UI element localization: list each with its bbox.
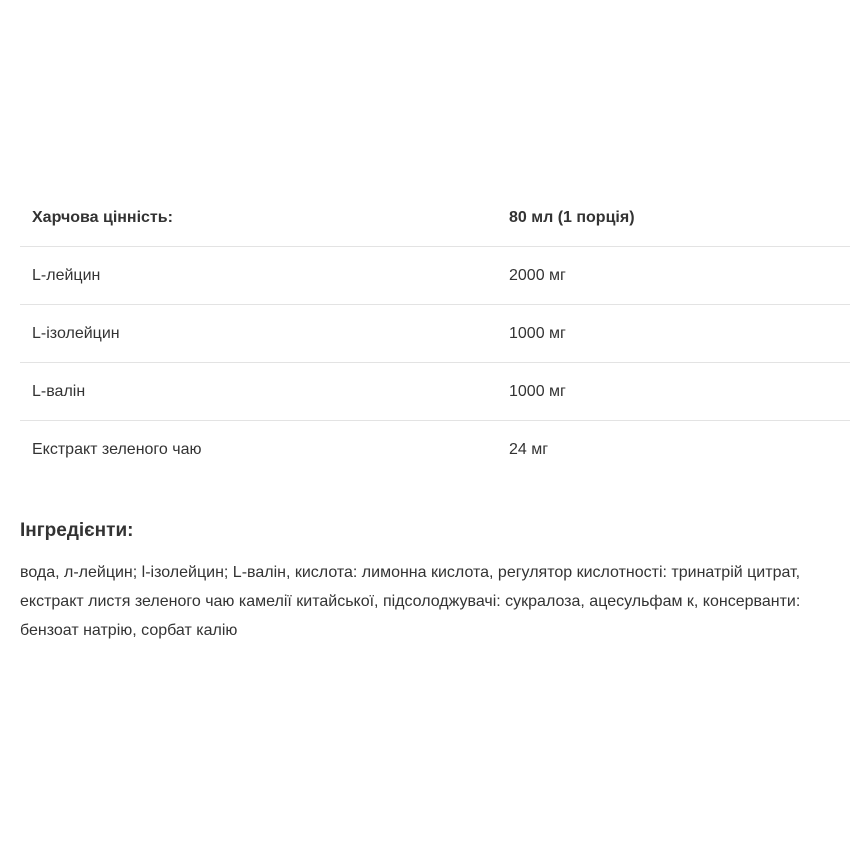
nutrient-amount: 24 мг [509, 440, 549, 458]
nutrition-header-value: 80 мл (1 порція) [497, 190, 850, 247]
table-row [20, 421, 850, 479]
nutrition-header-name: Харчова цінність: [20, 190, 497, 247]
product-description [20, 190, 850, 645]
nutrition-table-header-row [20, 190, 850, 247]
table-row [20, 247, 850, 305]
nutrient-amount: 1000 мг [497, 363, 850, 421]
table-row [20, 363, 850, 421]
nutrient-name: Екстракт зеленого чаю [32, 440, 202, 458]
nutrition-table [20, 190, 850, 478]
ingredients-text: вода, л-лейцин; l-ізолейцин; L-валін, кислота: лимонна кислота, регулятор кислотності: тринатрій цитрат, екстракт листя зеленого чаю камелії китайської, підсолоджувачі: сукралоза, ацесульфам к, консерванти: бензоат натрію, сорбат калію [20, 564, 801, 639]
nutrient-amount: 2000 мг [497, 247, 850, 305]
ingredients-heading: Інгредієнти: [20, 520, 134, 541]
nutrient-name: L-лейцин [20, 247, 497, 305]
nutrient-amount: 1000 мг [497, 305, 850, 363]
table-row [20, 305, 850, 363]
nutrient-name: L-валін [20, 363, 497, 421]
nutrient-name: L-ізолейцин [20, 305, 497, 363]
